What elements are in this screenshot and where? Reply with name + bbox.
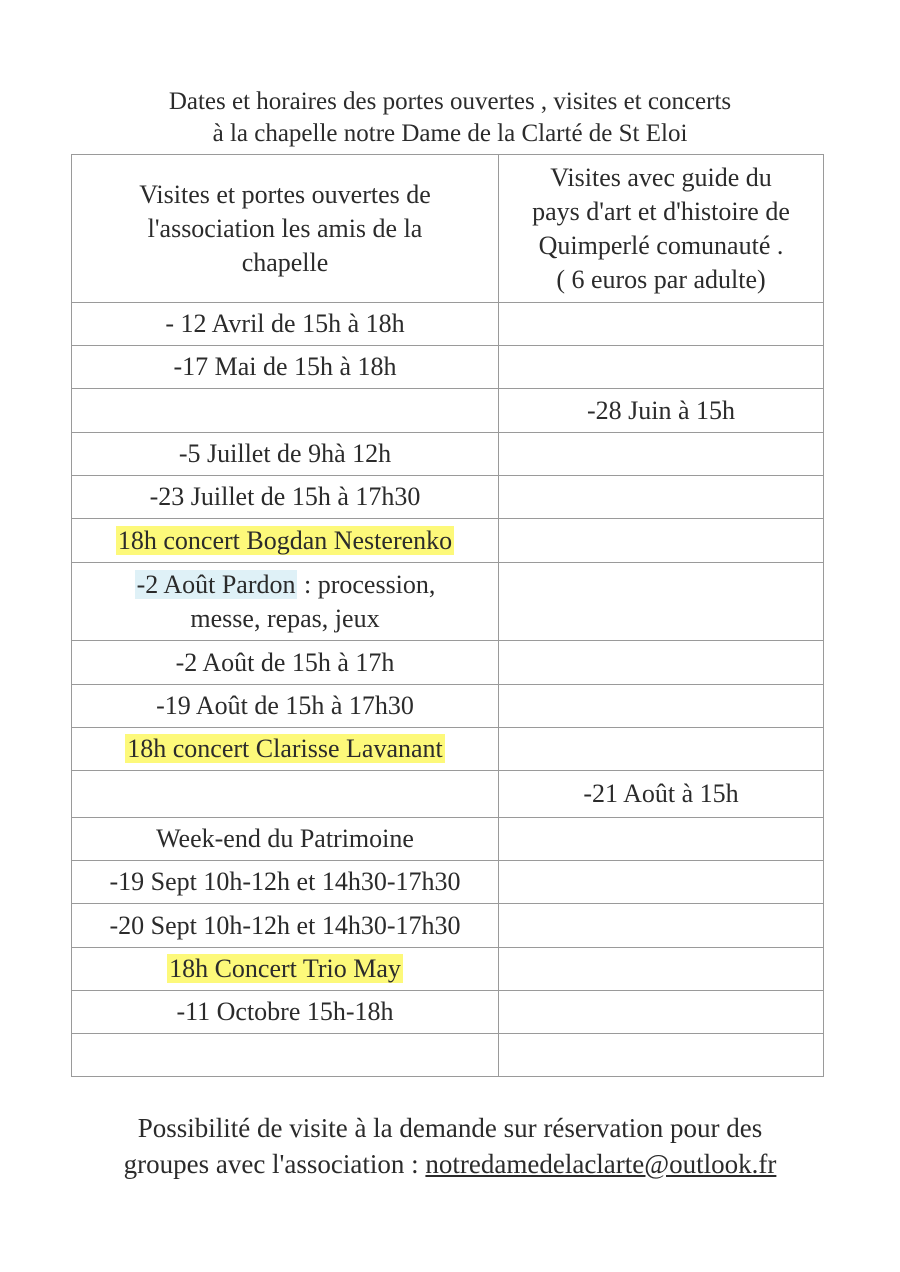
schedule-table [71, 154, 824, 1077]
table-row [72, 771, 824, 818]
table-row [72, 728, 824, 771]
row-cell-guided [499, 861, 824, 904]
row-cell-concert [72, 519, 499, 563]
header-col2-line: Visites avec guide du [550, 162, 772, 192]
pardon-rest: : procession, [297, 569, 436, 599]
pardon-highlight: -2 Août Pardon [136, 569, 296, 599]
row-cell-open-day: -17 Mai de 15h à 18h [72, 346, 499, 389]
row-cell-pardon [72, 563, 499, 641]
pardon-line-2: messe, repas, jeux [190, 603, 380, 633]
table-row [72, 519, 824, 563]
row-cell-concert [72, 728, 499, 771]
header-col2-line: ( 6 euros par adulte) [556, 264, 766, 294]
row-cell-concert [72, 948, 499, 991]
row-cell-open-day: -20 Sept 10h-12h et 14h30-17h30 [72, 904, 499, 948]
footer-line-2 [0, 1146, 900, 1182]
pardon-line-1 [76, 568, 494, 602]
row-cell-guided [499, 685, 824, 728]
footer-prefix: groupes avec l'association : [123, 1149, 426, 1179]
table-row [72, 948, 824, 991]
row-cell-open-day: -19 Sept 10h-12h et 14h30-17h30 [72, 861, 499, 904]
row-cell-guided: -21 Août à 15h [499, 771, 824, 818]
document-title [0, 86, 900, 150]
footer-note [0, 1110, 900, 1182]
email-link[interactable]: notredamedelaclarte@outlook.fr [425, 1149, 777, 1179]
row-cell-open-day [72, 389, 499, 433]
header-col-guided-visits [499, 155, 824, 303]
table-row [72, 346, 824, 389]
header-col-open-days [72, 155, 499, 303]
row-cell-open-day: - 12 Avril de 15h à 18h [72, 303, 499, 346]
header-col2-line: pays d'art et d'histoire de [532, 196, 790, 226]
header-col2-line: Quimperlé comunauté . [538, 230, 784, 260]
table-row [72, 433, 824, 476]
row-cell-open-day: -11 Octobre 15h-18h [72, 991, 499, 1034]
table-row [72, 991, 824, 1034]
row-cell-open-day: -23 Juillet de 15h à 17h30 [72, 476, 499, 519]
table-row [72, 563, 824, 641]
row-cell-open-day: -5 Juillet de 9hà 12h [72, 433, 499, 476]
table-row [72, 861, 824, 904]
concert-highlight: 18h concert Bogdan Nesterenko [117, 525, 453, 555]
footer-line-1: Possibilité de visite à la demande sur réservation pour des [137, 1113, 763, 1143]
row-cell-guided [499, 728, 824, 771]
row-cell-open-day [72, 771, 499, 818]
row-cell-guided [499, 641, 824, 685]
row-cell-guided [499, 519, 824, 563]
table-row [72, 303, 824, 346]
row-cell-guided [499, 563, 824, 641]
row-cell-open-day: -19 Août de 15h à 17h30 [72, 685, 499, 728]
table-row [72, 818, 824, 861]
row-cell-guided [499, 948, 824, 991]
row-cell-guided [499, 991, 824, 1034]
table-row [72, 641, 824, 685]
row-cell-empty [499, 1034, 824, 1077]
concert-highlight: 18h concert Clarisse Lavanant [127, 734, 443, 763]
table-row [72, 685, 824, 728]
table-row [72, 389, 824, 433]
row-cell-guided: -28 Juin à 15h [499, 389, 824, 433]
row-cell-section-title: Week-end du Patrimoine [72, 818, 499, 861]
row-cell-guided [499, 346, 824, 389]
row-cell-guided [499, 433, 824, 476]
row-cell-guided [499, 476, 824, 519]
concert-highlight: 18h Concert Trio May [169, 954, 401, 983]
row-cell-empty [72, 1034, 499, 1077]
title-line-1: Dates et horaires des portes ouvertes , visites et concerts [168, 88, 732, 115]
row-cell-guided [499, 904, 824, 948]
table-header-row [72, 155, 824, 303]
row-cell-guided [499, 303, 824, 346]
row-cell-open-day: -2 Août de 15h à 17h [72, 641, 499, 685]
header-col1-line: l'association les amis de la [147, 213, 423, 243]
header-col1-line: Visites et portes ouvertes de [139, 179, 431, 209]
header-col1-line: chapelle [241, 247, 329, 277]
row-cell-guided [499, 818, 824, 861]
table-row [72, 476, 824, 519]
table-row [72, 1034, 824, 1077]
title-line-2: à la chapelle notre Dame de la Clarté de St Eloi [212, 120, 688, 147]
table-row [72, 904, 824, 948]
